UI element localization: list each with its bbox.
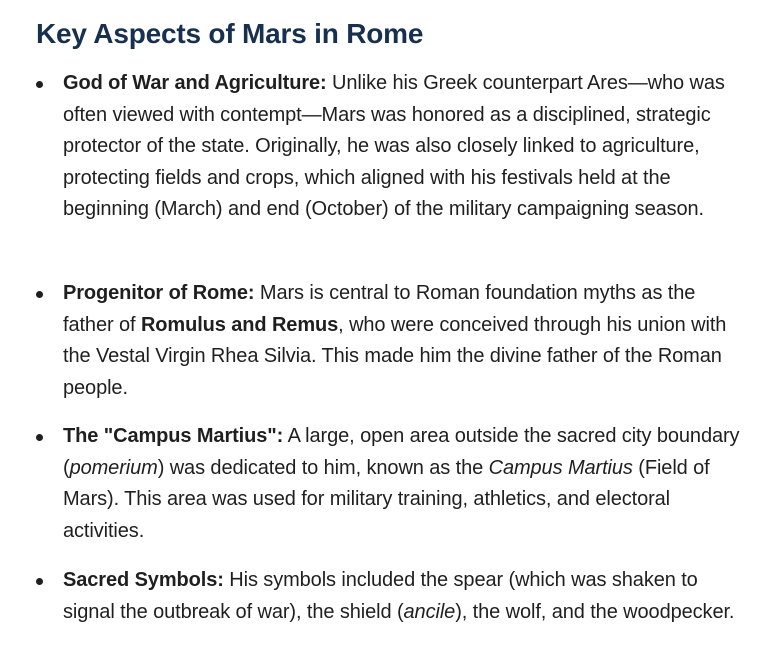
item-heading: Progenitor of Rome: (63, 282, 255, 304)
item-text: His symbols included the spear (which was shaken to signal the outbreak of war), the shield ( (63, 569, 698, 623)
ancile-term: ancile (403, 600, 456, 623)
item-text: ) was dedicated to him, known as the (157, 456, 489, 479)
item-text: , who were conceived through his union with the Vestal Virgin Rhea Silvia. This made him the divine father of the Roman people. (63, 313, 727, 399)
item-text: (Field of Mars). This area was used for military training, athletics, and electoral activities. (63, 456, 710, 542)
list-item-god-of-war (63, 68, 743, 226)
item-heading: Sacred Symbols: (63, 569, 224, 591)
romulus-remus-emphasis: Romulus and Remus (140, 313, 339, 336)
section-heading: Key Aspects of Mars in Rome (36, 18, 424, 49)
campus-martius-term: Campus Martius (488, 456, 633, 479)
item-text: A large, open area outside the sacred city boundary ( (63, 425, 740, 479)
item-heading: God of War and Agriculture: (63, 72, 327, 94)
item-text: Unlike his Greek counterpart Ares—who was often viewed with contempt—Mars was honored as a disciplined, strategic protector of the state. Originally, he was also closely linked to agriculture, protecting fields and crops, which aligned with his festivals held at the beginning (March) and end (October) of the military campaigning season. (63, 72, 725, 220)
list-item-progenitor (63, 278, 743, 404)
item-heading: The "Campus Martius": (63, 425, 284, 447)
list-item-sacred-symbols (63, 565, 743, 628)
item-text: ), the wolf, and the woodpecker. (455, 600, 735, 623)
item-text: Mars is central to Roman foundation myths as the father of (63, 282, 696, 336)
pomerium-term: pomerium (69, 456, 158, 479)
list-item-campus-martius (63, 421, 743, 547)
